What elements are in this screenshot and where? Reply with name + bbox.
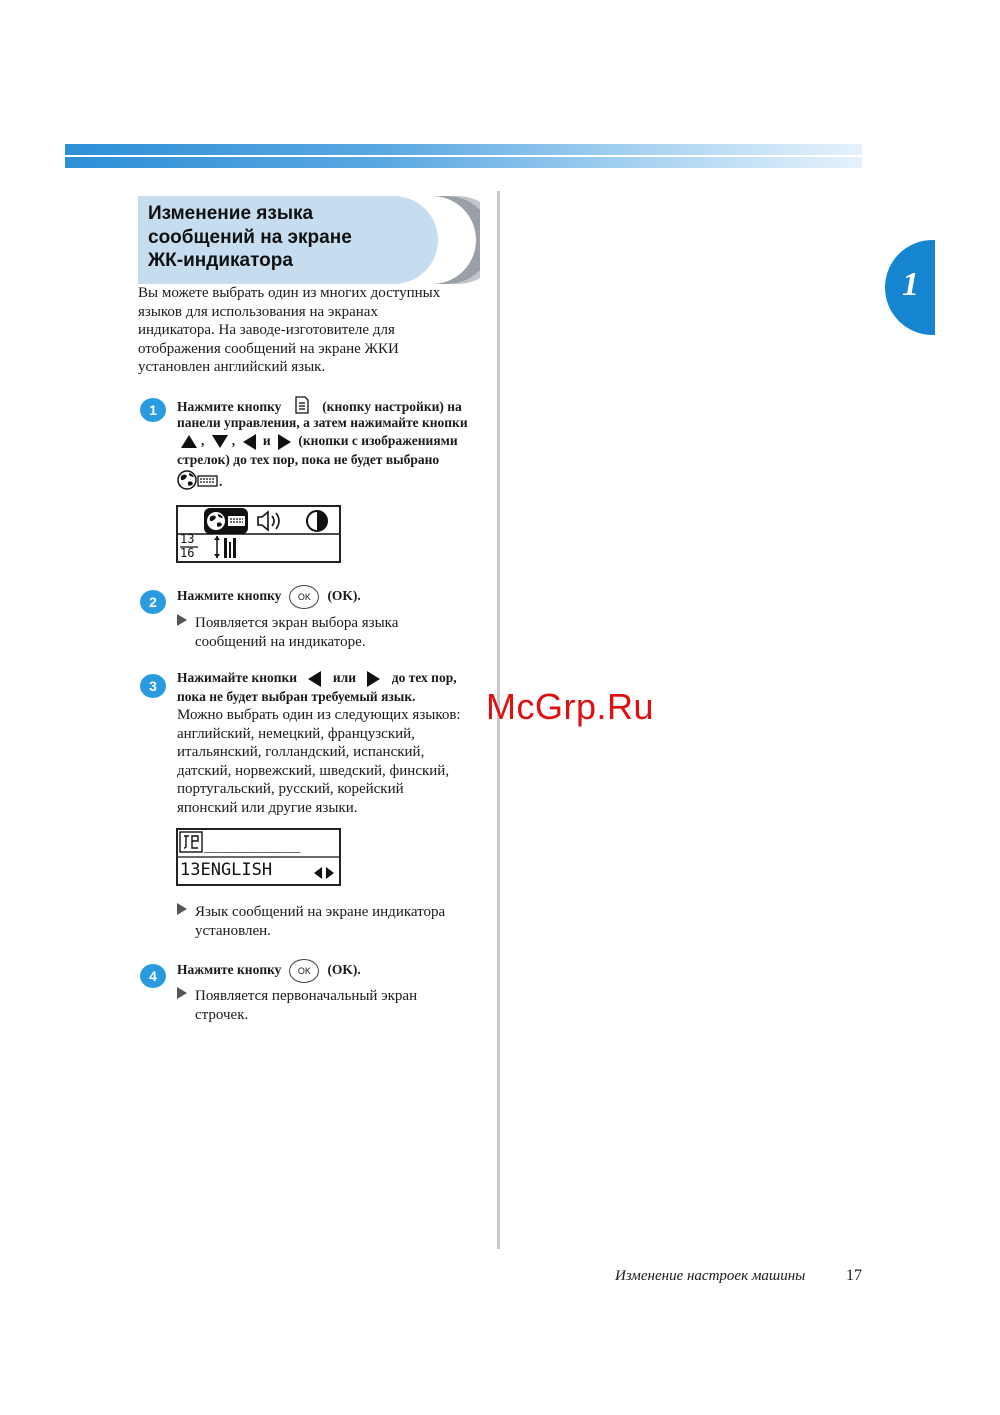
up-arrow-icon: [181, 435, 197, 448]
lcd-value-bottom: 16: [180, 546, 195, 560]
step-1-line-2: панели управления, а затем нажимайте кнопки: [177, 415, 468, 430]
header-band-upper: [65, 144, 862, 155]
svg-text:2: 2: [149, 594, 157, 610]
left-arrow-icon: [243, 434, 256, 450]
down-arrow-icon: [212, 435, 228, 448]
lcd-language-screen: [176, 828, 341, 886]
svg-text:3: 3: [149, 678, 157, 694]
header-band-lower: [65, 157, 862, 168]
result-arrow-icon: [177, 614, 187, 626]
step-3-badge: [140, 674, 166, 698]
result-arrow-icon: [177, 903, 187, 915]
header-band: [65, 144, 862, 168]
intro-text: Вы можете выбрать один из многих доступных языков для использования на экранах индикатора. На заводе-изготовителе для отображения сообщений на экране ЖКИ установлен английский язык.: [138, 285, 441, 375]
left-arrow-icon: [308, 671, 321, 687]
step-3-line-2: пока не будет выбран требуемый язык.: [177, 689, 416, 704]
svg-text:4: 4: [149, 968, 157, 984]
language-globe-icon: [177, 470, 219, 490]
watermark: McGrp.Ru: [486, 686, 655, 727]
step-3-line-1: Нажимайте кнопки или до тех пор,: [177, 670, 457, 685]
step-1-badge: [140, 398, 166, 422]
step-3-languages: Можно выбрать один из следующих языков: английский, немецкий, французский, итальянский, голландский, испанский, датский, норвежский, шведский, финский, португальский, русский, корейский японский или другие языки.: [177, 707, 461, 816]
ok-button-icon: OK: [289, 959, 319, 983]
lcd-settings-screen: [176, 505, 341, 563]
lcd-value-top: 13: [180, 532, 195, 546]
section-title-box: [138, 196, 438, 284]
right-arrow-icon: [278, 434, 291, 450]
step-4-line: Нажмите кнопку OK (OK).: [177, 959, 361, 983]
chapter-tab: [885, 240, 935, 335]
lcd-settings-icons: [178, 507, 339, 561]
lcd-language-line-2: 13ENGLISH: [180, 860, 273, 880]
step-2-line: Нажмите кнопку OK (OK).: [177, 585, 361, 609]
right-arrow-icon: [367, 671, 380, 687]
result-arrow-icon: [177, 987, 187, 999]
step-1-line-3: , , и (кнопки с изображениями: [177, 432, 458, 451]
step-3-result: Язык сообщений на экране индикатора установлен.: [177, 903, 445, 940]
chapter-number: 1: [902, 266, 919, 303]
footer-chapter-title: Изменение настроек машины: [615, 1268, 806, 1284]
title-decoration: [418, 196, 480, 284]
step-4-result: Появляется первоначальный экран строчек.: [177, 987, 417, 1024]
page-number: 17: [846, 1267, 862, 1284]
lcd-language-line-1: __________: [204, 834, 301, 853]
step-1-line-5: .: [177, 470, 222, 492]
step-1-line-1: Нажмите кнопку (кнопку настройки) на: [177, 396, 462, 417]
step-1-line-4: стрелок) до тех пор, пока не будет выбрано: [177, 452, 440, 467]
settings-button-icon: [293, 396, 311, 414]
step-4-badge: [140, 964, 166, 988]
ok-button-icon: OK: [289, 585, 319, 609]
svg-text:1: 1: [149, 402, 157, 418]
step-2-badge: [140, 590, 166, 614]
section-title: Изменение языка сообщений на экране ЖК-индикатора: [148, 203, 352, 271]
step-2-result: Появляется экран выбора языка сообщений на индикаторе.: [177, 614, 398, 651]
